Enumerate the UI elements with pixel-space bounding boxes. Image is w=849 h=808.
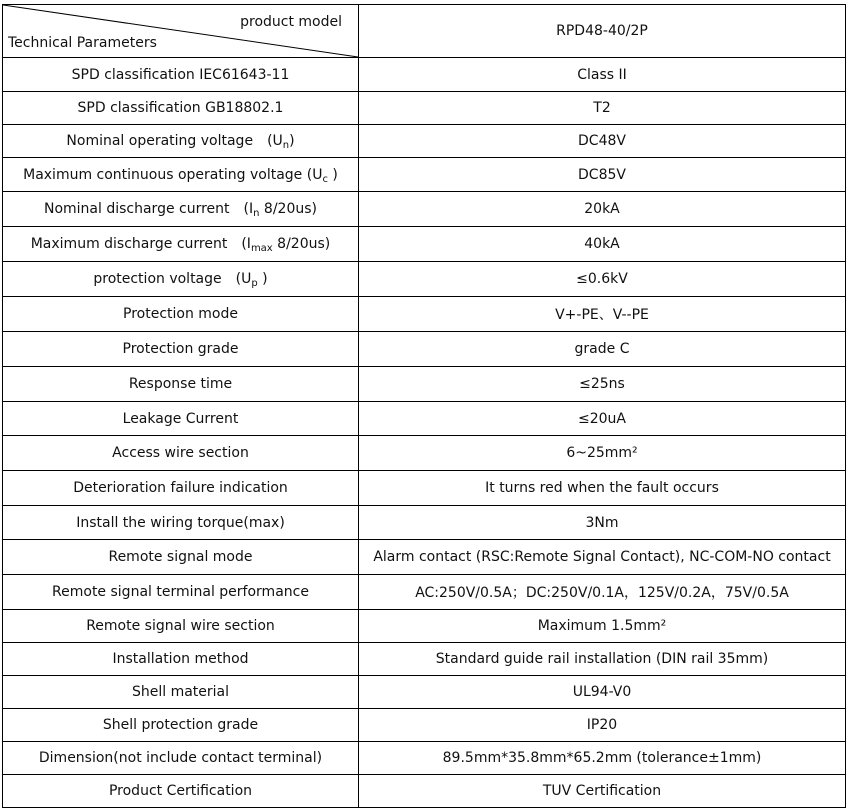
row-value: ≤0.6kV <box>359 262 846 297</box>
table-row <box>3 192 846 227</box>
table-row <box>3 540 846 575</box>
row-label: Access wire section <box>3 436 359 471</box>
row-label: Protection mode <box>3 297 359 332</box>
table-header-row <box>3 5 846 58</box>
table-row <box>3 297 846 332</box>
table-row <box>3 125 846 158</box>
table-row <box>3 367 846 402</box>
table-row <box>3 610 846 643</box>
table-row <box>3 402 846 436</box>
table-row <box>3 775 846 808</box>
row-label: Shell protection grade <box>3 709 359 742</box>
table-row <box>3 332 846 367</box>
row-value: V+-PE、V--PE <box>359 297 846 332</box>
header-corner-cell <box>3 5 359 58</box>
table-row <box>3 436 846 471</box>
row-label: Maximum discharge current ($I_{max}$ 8/20us) <box>3 227 359 262</box>
row-value: AC:250V/0.5A；DC:250V/0.1A，125V/0.2A，75V/0.5A <box>359 575 846 610</box>
row-label: Installation method <box>3 643 359 676</box>
row-value: DC48V <box>359 125 846 158</box>
row-value: 20kA <box>359 192 846 227</box>
table-row <box>3 709 846 742</box>
row-label: Nominal operating voltage $(U_n)$ <box>3 125 359 158</box>
row-label: Maximum continuous operating voltage ($U_c$ ) <box>3 158 359 192</box>
row-label: Remote signal mode <box>3 540 359 575</box>
row-label: Response time <box>3 367 359 402</box>
row-value: Standard guide rail installation (DIN rail 35mm) <box>359 643 846 676</box>
row-value: 89.5mm*35.8mm*65.2mm (tolerance±1mm) <box>359 742 846 775</box>
row-value: It turns red when the fault occurs <box>359 471 846 506</box>
row-label: Remote signal wire section <box>3 610 359 643</box>
row-value: 40kA <box>359 227 846 262</box>
row-value: TUV Certification <box>359 775 846 808</box>
row-value: ≤25ns <box>359 367 846 402</box>
row-value: 6~25mm² <box>359 436 846 471</box>
table-row <box>3 575 846 610</box>
row-label: protection voltage ($U_p$ ) <box>3 262 359 297</box>
row-label: Shell material <box>3 676 359 709</box>
table-row <box>3 742 846 775</box>
table-row <box>3 227 846 262</box>
table-row <box>3 471 846 506</box>
table-row <box>3 58 846 92</box>
row-label: SPD classification GB18802.1 <box>3 92 359 125</box>
row-label: Nominal discharge current ($I_n$ 8/20us) <box>3 192 359 227</box>
row-value: DC85V <box>359 158 846 192</box>
corner-label-product-model: product model <box>240 14 342 30</box>
row-label: Protection grade <box>3 332 359 367</box>
row-value: IP20 <box>359 709 846 742</box>
row-value: Maximum 1.5mm² <box>359 610 846 643</box>
row-label: Leakage Current <box>3 402 359 436</box>
row-label: Deterioration failure indication <box>3 471 359 506</box>
table-row <box>3 158 846 192</box>
table-row <box>3 506 846 540</box>
table-row <box>3 643 846 676</box>
row-value: grade C <box>359 332 846 367</box>
row-label: Install the wiring torque(max) <box>3 506 359 540</box>
table-row <box>3 92 846 125</box>
spec-table <box>2 4 846 808</box>
row-value: Class II <box>359 58 846 92</box>
header-model-cell: RPD48-40/2P <box>359 5 846 58</box>
row-value: ≤20uA <box>359 402 846 436</box>
row-value: UL94-V0 <box>359 676 846 709</box>
row-label: SPD classification IEC61643-11 <box>3 58 359 92</box>
row-label: Dimension(not include contact terminal) <box>3 742 359 775</box>
table-row <box>3 676 846 709</box>
row-label: Remote signal terminal performance <box>3 575 359 610</box>
row-value: Alarm contact (RSC:Remote Signal Contact), NC-COM-NO contact <box>359 540 846 575</box>
row-value: T2 <box>359 92 846 125</box>
row-value: 3Nm <box>359 506 846 540</box>
table-row <box>3 262 846 297</box>
corner-label-technical-parameters: Technical Parameters <box>8 35 157 51</box>
row-label: Product Certification <box>3 775 359 808</box>
